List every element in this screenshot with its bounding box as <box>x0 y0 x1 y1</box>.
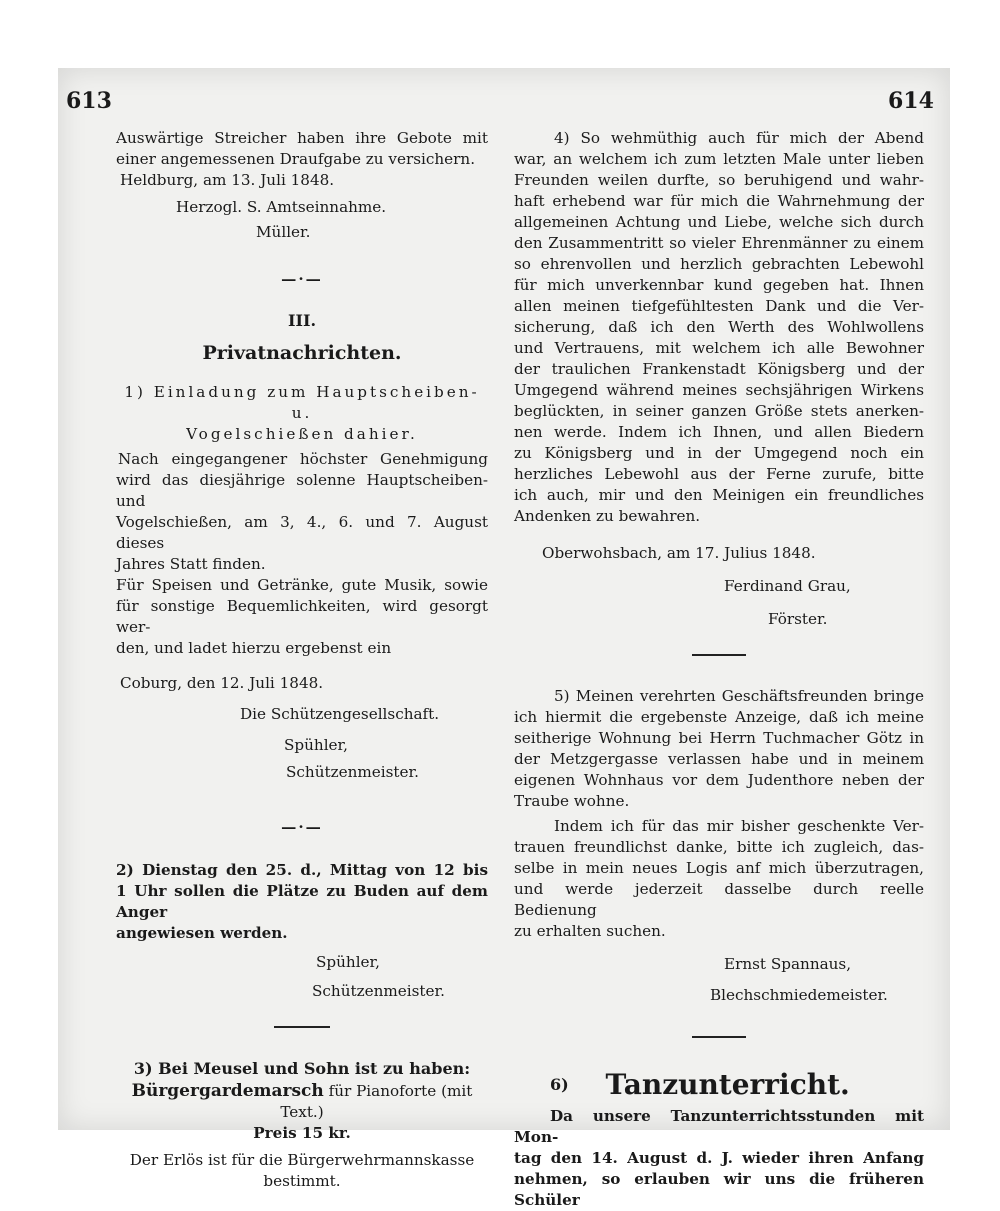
text-line: 1 Uhr sollen die Plätze zu Buden auf dem Anger <box>116 882 488 921</box>
left-column <box>116 128 488 1192</box>
text-line: zu erhalten suchen. <box>514 922 666 940</box>
text-line: allgemeinen Achtung und Liebe, welche sich durch <box>514 213 924 231</box>
text-line: herzliches Lebewohl aus der Ferne zurufe, bitte <box>514 465 924 483</box>
signature-org: Die Schützengesellschaft. <box>240 705 440 723</box>
text-line: 2) Dienstag den 25. d., Mittag von 12 bis <box>116 861 488 879</box>
notice-item-5 <box>514 686 924 1006</box>
text-line: eigenen Wohnhaus vor dem Judenthore neben der <box>514 771 924 789</box>
separator: —·— <box>281 818 323 836</box>
notice-continuation <box>116 128 488 243</box>
signature-title: Förster. <box>768 610 828 628</box>
section-number: III. <box>287 311 317 330</box>
text-line: den Zusammentritt so vieler Ehrenmänner zu einem <box>514 234 924 252</box>
text-line: einer angemessenen Draufgabe zu versichern. <box>116 150 476 168</box>
text-line: tag den 14. August d. J. wieder ihren Anfang <box>514 1149 924 1167</box>
notice-item-1 <box>116 382 488 783</box>
text-line: seitherige Wohnung bei Herrn Tuchmacher Götz in <box>514 729 924 747</box>
text-line: der traulichen Frankenstadt Königsberg und der <box>514 360 924 378</box>
notice-item-4 <box>514 128 924 630</box>
text-line: beglückten, in seiner ganzen Größe stets anerken- <box>514 402 924 420</box>
text-line: wird das diesjährige solenne Hauptscheiben- und <box>116 471 488 510</box>
text-line: für sonstige Bequemlichkeiten, wird gesorgt wer- <box>116 597 488 636</box>
signature-name: Spühler, <box>316 953 380 971</box>
signature-name: Ferdinand Grau, <box>724 577 851 595</box>
text-line: und Vertrauens, mit welchem ich alle Bewohner <box>514 339 924 357</box>
signature-office: Herzogl. S. Amtseinnahme. <box>176 198 387 216</box>
text-line: Auswärtige Streicher haben ihre Gebote mit <box>116 129 488 147</box>
text-line: nen werde. Indem ich Ihnen, und allen Biedern <box>514 423 924 441</box>
item-heading: 1) Einladung zum Hauptscheiben- u. <box>124 383 480 422</box>
place-date: Coburg, den 12. Juli 1848. <box>120 674 324 692</box>
text-line: Indem ich für das mir bisher geschenkte Ver- <box>554 817 924 835</box>
text-line: trauen freundlichst danke, bitte ich zugleich, das- <box>514 838 924 856</box>
right-column <box>514 128 924 1211</box>
text-line: Nach eingegangener höchster Genehmigung <box>118 450 488 468</box>
page-number-right: 614 <box>888 88 934 114</box>
text-line: ich hiermit die ergebenste Anzeige, daß ich meine <box>514 708 924 726</box>
signature-name: Müller. <box>256 223 311 241</box>
text-line: Für Speisen und Getränke, gute Musik, sowie <box>116 576 488 594</box>
item-title: Tanzunterricht. <box>605 1068 850 1101</box>
text-line: Vogelschießen, am 3, 4., 6. und 7. August dieses <box>116 513 488 552</box>
section-title: Privatnachrichten. <box>202 342 402 364</box>
text-line: Traube wohne. <box>514 792 630 810</box>
place-date: Heldburg, am 13. Juli 1848. <box>120 171 335 189</box>
text-line: selbe in mein neues Logis anf mich überzutragen, <box>514 859 924 877</box>
text-line: nehmen, so erlauben wir uns die früheren Schüler <box>514 1170 924 1209</box>
product-title: Bürgergardemarsch <box>131 1081 324 1101</box>
product-description: für Pianoforte (mit Text.) <box>280 1082 473 1121</box>
signature-title: Schützenmeister. <box>286 763 419 781</box>
item-number: 6) <box>550 1075 569 1094</box>
text-line: war, an welchem ich zum letzten Male unter lieben <box>514 150 924 168</box>
price: Preis 15 kr. <box>253 1124 351 1142</box>
separator: —·— <box>281 270 323 288</box>
text-line: sicherung, daß ich den Werth des Wohlwollens <box>514 318 924 336</box>
page-number-left: 613 <box>66 88 112 114</box>
text-line: so ehrenvollen und herzlich gebrachten Lebewohl <box>514 255 924 273</box>
signature-name: Spühler, <box>284 736 348 754</box>
separator-rule <box>692 1036 746 1038</box>
text-line: 5) Meinen verehrten Geschäftsfreunden bringe <box>554 687 924 705</box>
text-line: ich auch, mir und den Meinigen ein freundliches <box>514 486 924 504</box>
signature-title: Blechschmiedemeister. <box>710 986 888 1004</box>
place-date: Oberwohsbach, am 17. Julius 1848. <box>542 544 816 562</box>
item-heading: Vogelschießen dahier. <box>186 425 418 443</box>
text-line: zu Königsberg und in der Umgegend noch ein <box>514 444 924 462</box>
text-line: Jahres Statt finden. <box>116 555 266 573</box>
text-line: allen meinen tiefgefühltesten Dank und die Ver- <box>514 297 924 315</box>
separator-rule <box>692 654 746 656</box>
text-line: Da unsere Tanzunterrichtsstunden mit Mon- <box>514 1107 924 1146</box>
text-line: Andenken zu bewahren. <box>514 507 701 525</box>
signature-title: Schützenmeister. <box>312 982 445 1000</box>
text-line: der Metzgergasse verlassen habe und in meinem <box>514 750 924 768</box>
text-line: für mich unverkennbar kund gegeben hat. Ihnen <box>514 276 924 294</box>
text-line: 4) So wehmüthig auch für mich der Abend <box>554 129 924 147</box>
text-line: den, und ladet hierzu ergebenst ein <box>116 639 392 657</box>
text-line: haft erhebend war für mich die Wahrnehmung der <box>514 192 924 210</box>
notice-item-2 <box>116 860 488 1002</box>
text-line: Umgegend während meines sechsjährigen Wirkens <box>514 381 924 399</box>
text-line: Der Erlös ist für die Bürgerwehrmannskasse <box>129 1151 475 1169</box>
text-line: Freunden weilen durfte, so beruhigend und wahr- <box>514 171 924 189</box>
text-line: und werde jederzeit dasselbe durch reelle Bedienung <box>514 880 924 919</box>
text-line: 3) Bei Meusel und Sohn ist zu haben: <box>133 1059 471 1078</box>
text-line: bestimmt. <box>263 1172 341 1190</box>
separator-rule <box>274 1026 330 1028</box>
text-line: angewiesen werden. <box>116 924 288 942</box>
notice-item-6 <box>514 1068 924 1211</box>
notice-item-3 <box>116 1058 488 1192</box>
signature-name: Ernst Spannaus, <box>724 955 852 973</box>
